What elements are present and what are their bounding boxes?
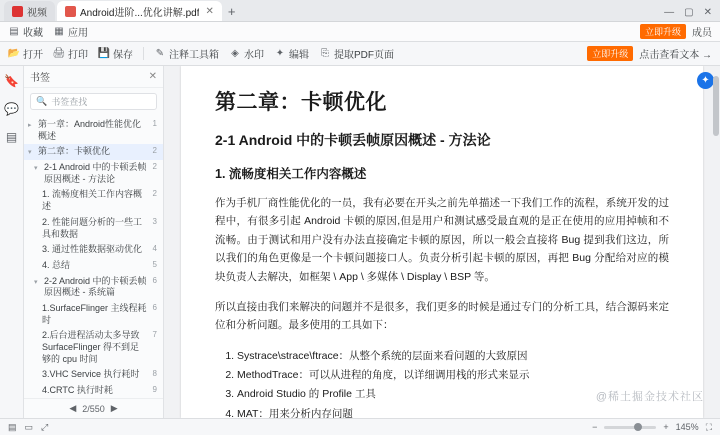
scrollbar[interactable] (712, 66, 720, 400)
section-heading: 2-1 Android 中的卡顿丢帧原因概述 - 方法论 (215, 132, 491, 148)
scrollbar-thumb[interactable] (713, 76, 719, 136)
toc-page: 2 (152, 162, 157, 172)
list-item[interactable] (24, 144, 163, 160)
sidebar-title: 书签 (30, 73, 50, 84)
ocr-icon: ⎘ (321, 48, 329, 59)
list-item[interactable] (24, 258, 163, 274)
subsection-heading: 1. 流畅度相关工作内容概述 (215, 167, 367, 181)
watermark: @稀土掘金技术社区 (595, 391, 704, 403)
bookmark-icon[interactable]: 🔖 (4, 74, 19, 88)
folder-icon: ▤ (9, 26, 19, 37)
search-icon: 🔍 (36, 96, 48, 106)
toc-page: 9 (152, 385, 157, 395)
toc-label: 3.VHC Service 执行耗时 (42, 369, 140, 380)
toc-page: 1 (152, 119, 157, 128)
toc-page: 2 (152, 146, 157, 156)
toc-page: 6 (152, 275, 157, 285)
zoom-level: 145% (675, 422, 699, 432)
new-tab-button[interactable]: + (227, 4, 236, 19)
toc-label: 2.后台进程活动太多导致 SurfaceFlinger 得不到足够的 cpu 时间 (42, 330, 140, 364)
zoom-controls (592, 422, 712, 433)
chevron-down-icon[interactable]: ▾ (34, 278, 38, 286)
pdf-viewer[interactable] (164, 66, 720, 418)
minimize-button[interactable]: — (664, 7, 675, 18)
open-label: 打开 (23, 50, 43, 61)
list-item[interactable] (24, 215, 163, 242)
bookmarks-sidebar (24, 66, 164, 418)
tools-list (215, 347, 669, 418)
upgrade-button[interactable]: 立即升级 (640, 24, 686, 39)
chevron-right-icon[interactable]: ▸ (28, 122, 32, 129)
zoom-slider-knob[interactable] (634, 423, 642, 431)
pdf-page (181, 66, 703, 418)
print-label: 打印 (68, 50, 88, 61)
apps-item[interactable] (53, 24, 88, 39)
save-label: 保存 (113, 50, 133, 61)
pdf-toolbar (0, 42, 720, 66)
divider (143, 47, 144, 60)
thumbnail-icon[interactable]: ▤ (5, 130, 18, 144)
toc-label: 1.SurfaceFlinger 主线程耗时 (42, 302, 147, 325)
toc-label: 2. 性能问题分析的一些工具和数据 (42, 216, 143, 239)
zoom-in-button[interactable]: + (663, 422, 669, 432)
left-rail (0, 66, 24, 418)
bookmark-folder-item[interactable] (8, 24, 43, 39)
list-item[interactable] (24, 328, 163, 367)
pen-icon: ◈ (231, 48, 239, 59)
annotate-button[interactable] (154, 46, 219, 61)
browser-tab-video[interactable] (4, 1, 55, 21)
apps-label: 应用 (68, 28, 88, 39)
video-icon (12, 6, 23, 17)
chevron-down-icon[interactable]: ▾ (28, 149, 32, 157)
toc-page: 7 (152, 330, 157, 340)
list-item[interactable] (24, 160, 163, 187)
annotate-label: 注释工具箱 (169, 50, 219, 61)
list-item: 4. MAT：用来分析内存问题 (237, 405, 669, 418)
app-body (0, 66, 720, 418)
close-window-button[interactable]: ✕ (703, 7, 712, 18)
open-icon: 📂 (7, 48, 21, 59)
window-controls (664, 7, 720, 21)
account-hint[interactable]: 点击查看文本 → (639, 50, 712, 61)
fullscreen-icon[interactable]: ⛶ (705, 421, 712, 432)
fit-page-icon[interactable]: ⤢ (41, 421, 49, 432)
tab-label: 视频 (27, 7, 47, 19)
share-icon: ✦ (275, 48, 285, 59)
list-item[interactable] (24, 367, 163, 383)
toc-label: 2-2 Android 中的卡顿丢帧原因概述 - 系统篇 (44, 275, 147, 298)
toolbar-right (587, 46, 712, 61)
search-input[interactable] (30, 93, 157, 110)
list-item[interactable] (24, 187, 163, 214)
member-label[interactable]: 成员 (692, 28, 712, 39)
bookmarks-bar (0, 22, 720, 42)
bookmark-label: 收藏 (23, 28, 43, 39)
edit-button[interactable] (274, 46, 309, 61)
prev-page-icon[interactable]: ◀ (69, 403, 77, 413)
print-button[interactable] (53, 46, 88, 61)
sidebar-icon[interactable]: ▤ (8, 421, 17, 432)
page-label: 2/550 (82, 403, 105, 414)
toc-label: 3. 通过性能数据驱动优化 (42, 244, 143, 255)
grid-icon: ▦ (54, 26, 64, 37)
toc-page: 4 (152, 244, 157, 254)
paragraph: 作为手机厂商性能优化的一员，我有必要在开头之前先单描述一下我们工作的流程，系统开发的过程中，有很多引起 Android 卡顿的原因,但是用户和测试感受最直观的是正在使用的应用掉帧和不流畅。由于测试和用户没有办法直接确定卡顿的原因，所以一般会直接将 Bug 提到我们这边，所以我们的角色更像是一个卡顿问题接口人。负责分析引起卡顿的原因，再把 Bug 分配给对应的模块负责人去解决，如框架 \ App \ 多媒体 \ Display \ BSP 等。 (215, 197, 669, 283)
page-title: 第二章：卡顿优化 (215, 91, 387, 114)
save-icon: 💾 (97, 48, 111, 59)
list-item[interactable] (24, 274, 163, 301)
list-item[interactable] (24, 383, 163, 398)
toc-page: 5 (152, 259, 157, 269)
zoom-out-button[interactable]: − (592, 422, 598, 432)
toc-label: 1. 流畅度相关工作内容概述 (42, 189, 143, 212)
comment-icon[interactable]: 💬 (4, 102, 19, 116)
extract-pages-button[interactable] (319, 46, 394, 61)
next-page-icon[interactable]: ▶ (110, 403, 118, 413)
list-item[interactable] (24, 301, 163, 328)
search-placeholder: 书签查找 (51, 97, 88, 107)
zoom-slider[interactable] (604, 426, 656, 429)
toc-page: 3 (152, 216, 157, 226)
close-icon[interactable]: ✕ (148, 71, 157, 82)
toc-label: 第二章：卡顿优化 (38, 146, 111, 157)
sidebar-header (24, 66, 163, 88)
toc-page: 2 (152, 189, 157, 199)
highlight-icon: ✎ (155, 48, 165, 59)
toc-list[interactable] (24, 115, 163, 398)
list-item: 3. Android Studio 的 Profile 工具 (237, 385, 669, 403)
list-item: 2. MethodTrace：可以从进程的角度，以详细调用栈的形式来显示 (237, 366, 669, 384)
chevron-down-icon[interactable]: ▾ (34, 165, 38, 173)
single-page-icon[interactable]: ▭ (24, 421, 34, 432)
watermark-label: 水印 (244, 50, 264, 61)
toc-label: 4.CRTC 执行时耗 (42, 385, 113, 396)
list-item[interactable] (24, 117, 163, 144)
edit-label: 编辑 (289, 50, 309, 61)
watermark-button[interactable] (229, 46, 264, 61)
maximize-button[interactable]: ▢ (684, 7, 694, 18)
bookmarks-right (640, 24, 712, 39)
toc-label: 4. 总结 (42, 259, 71, 270)
status-bar (0, 418, 720, 435)
toc-label: 第一章：Android性能优化概述 (38, 119, 142, 141)
pdf-icon (65, 6, 76, 17)
open-button[interactable] (8, 46, 43, 61)
list-item[interactable] (24, 242, 163, 258)
page-indicator (24, 398, 163, 418)
title-bar (0, 0, 720, 22)
browser-tab-pdf[interactable] (57, 1, 222, 21)
list-item: 1. Systrace\strace\ftrace：从整个系统的层面来看问题的大致原因 (237, 347, 669, 365)
upgrade-pill[interactable]: 立即升级 (587, 46, 633, 61)
print-icon: 🖨 (52, 48, 66, 59)
toc-page: 8 (152, 369, 157, 379)
save-button[interactable] (98, 46, 133, 61)
close-icon[interactable]: ✕ (205, 5, 214, 17)
toc-label: 2-1 Android 中的卡顿丢帧原因概述 - 方法论 (44, 162, 147, 184)
tab-label: Android进阶...优化讲解.pdf (80, 7, 200, 19)
toc-page: 6 (152, 302, 157, 312)
assistant-button[interactable]: ✦ (697, 72, 714, 89)
extract-label: 提取PDF页面 (334, 50, 394, 61)
paragraph: 所以直接由我们来解决的问题并不是很多，我们更多的时候是通过专门的分析工具，结合源码来定位和分析问题。最多使用的工具如下： (215, 300, 669, 332)
